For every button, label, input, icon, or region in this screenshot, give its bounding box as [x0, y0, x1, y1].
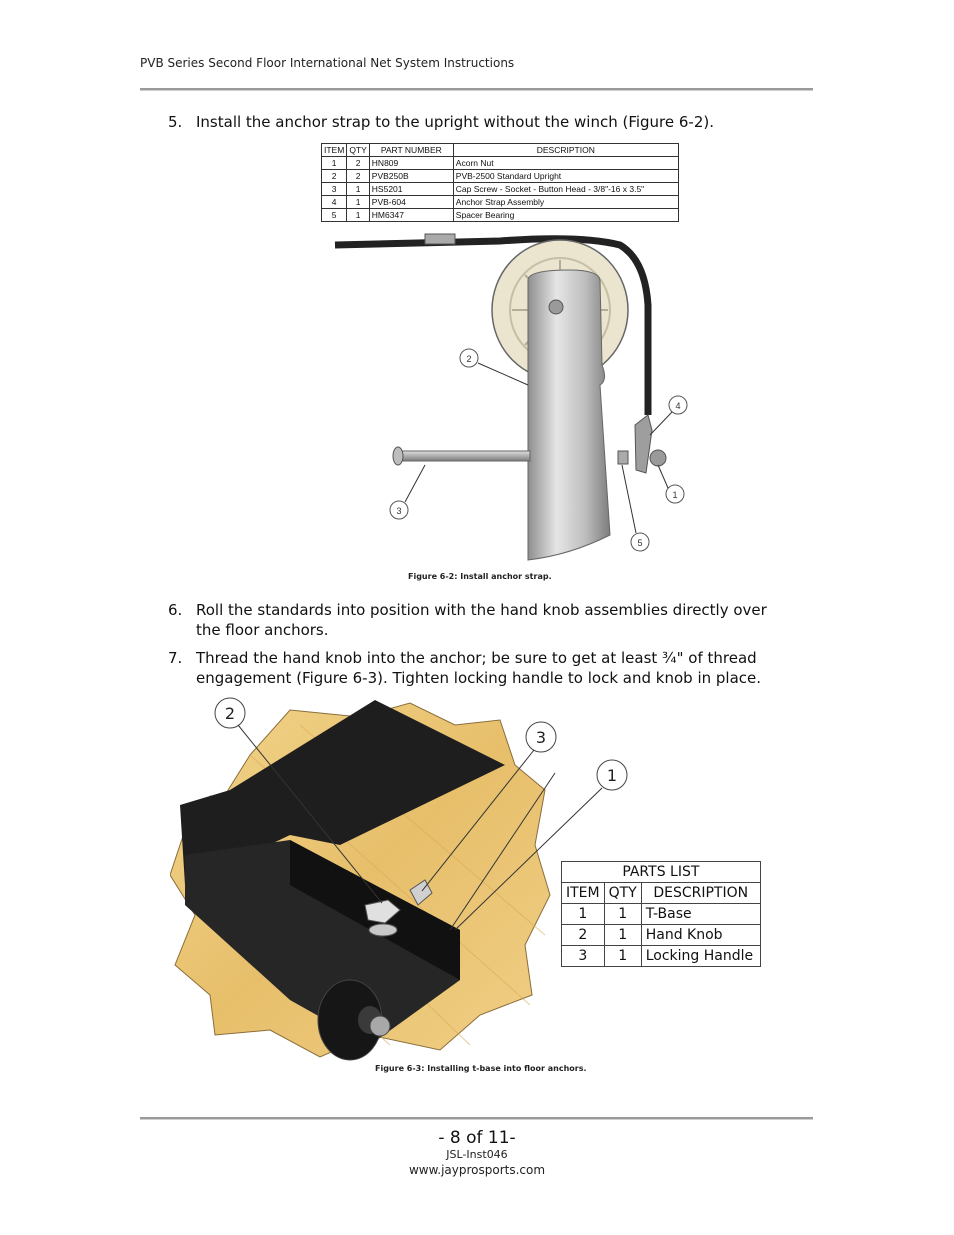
- callout-1: 1: [606, 766, 618, 785]
- cell-part-number: PVB250B: [369, 170, 453, 183]
- cell-item: 3: [562, 946, 605, 967]
- page-number: - 8 of 11-: [438, 1128, 516, 1148]
- table-title-row: [562, 862, 761, 883]
- table-row: [562, 946, 761, 967]
- step-number: 6.: [168, 601, 183, 619]
- table-row: [322, 183, 679, 196]
- cell-part-number: HM6347: [369, 209, 453, 222]
- callout-5: 5: [637, 538, 643, 548]
- upright-shape: [528, 270, 610, 560]
- strap-buckle-shape: [425, 234, 455, 244]
- table-header-row: [322, 144, 679, 157]
- cell-qty: 1: [347, 183, 369, 196]
- step-text: Thread the hand knob into the anchor; be sure to get at least ¾" of thread engagement (Figure 6-3). Tighten locking handle to lock and knob in place.: [196, 649, 762, 687]
- cell-item: 4: [322, 196, 347, 209]
- strap-hook-shape: [635, 415, 652, 473]
- column-header-item: ITEM: [562, 883, 605, 904]
- step-text: Install the anchor strap to the upright without the winch (Figure 6-2).: [196, 113, 715, 131]
- cell-description: T-Base: [641, 904, 760, 925]
- figure-6-3-caption: Figure 6-3: Installing t-base into floor anchors.: [375, 1064, 587, 1073]
- parts-table-figure-6-2: [321, 143, 679, 222]
- cell-item: 5: [322, 209, 347, 222]
- callout-2: 2: [224, 704, 236, 723]
- column-header-qty: QTY: [604, 883, 641, 904]
- table-row: [562, 925, 761, 946]
- cell-description: Anchor Strap Assembly: [453, 196, 678, 209]
- column-header-description: DESCRIPTION: [641, 883, 760, 904]
- cell-item: 1: [562, 904, 605, 925]
- cell-description: Locking Handle: [641, 946, 760, 967]
- cell-part-number: PVB-604: [369, 196, 453, 209]
- cell-item: 3: [322, 183, 347, 196]
- cell-qty: 1: [347, 196, 369, 209]
- cell-part-number: HS5201: [369, 183, 453, 196]
- spacer-bearing-shape: [618, 451, 628, 464]
- hex-bolt-shape: [549, 300, 563, 314]
- hand-knob-base-shape: [369, 924, 397, 936]
- table-row: [562, 904, 761, 925]
- table-row: [322, 170, 679, 183]
- table-row: [322, 157, 679, 170]
- callout-1: 1: [672, 490, 678, 500]
- callout-2: 2: [466, 354, 472, 364]
- step-number: 5.: [168, 113, 183, 131]
- cell-description: Acorn Nut: [453, 157, 678, 170]
- column-header-part-number: PART NUMBER: [369, 144, 453, 157]
- cell-description: Cap Screw - Socket - Button Head - 3/8"-16 x 3.5": [453, 183, 678, 196]
- document-header: PVB Series Second Floor International Net System Instructions: [140, 56, 515, 70]
- column-header-description: DESCRIPTION: [453, 144, 678, 157]
- column-header-qty: QTY: [347, 144, 369, 157]
- cell-description: PVB-2500 Standard Upright: [453, 170, 678, 183]
- anchor-strap-illustration: [330, 225, 700, 565]
- step-number: 7.: [168, 649, 183, 667]
- step-text: Roll the standards into position with the hand knob assemblies directly over the floor anchors.: [196, 601, 767, 639]
- cell-qty: 1: [604, 904, 641, 925]
- cell-qty: 2: [347, 170, 369, 183]
- cell-part-number: HN809: [369, 157, 453, 170]
- acorn-nut-shape: [650, 450, 666, 466]
- document-id: JSL-Inst046: [446, 1148, 508, 1161]
- cell-qty: 2: [347, 157, 369, 170]
- cap-screw-shape: [400, 451, 530, 461]
- cell-item: 2: [322, 170, 347, 183]
- cell-qty: 1: [604, 946, 641, 967]
- website-link[interactable]: www.jayprosports.com: [408, 1163, 546, 1177]
- cell-item: 2: [562, 925, 605, 946]
- figure-6-2-caption: Figure 6-2: Install anchor strap.: [408, 572, 552, 581]
- callout-3: 3: [535, 728, 547, 747]
- table-row: [322, 196, 679, 209]
- cell-description: Hand Knob: [641, 925, 760, 946]
- table-row: [322, 209, 679, 222]
- cell-qty: 1: [604, 925, 641, 946]
- footer-rule: [140, 1117, 813, 1120]
- column-header-item: ITEM: [322, 144, 347, 157]
- callout-4: 4: [675, 401, 681, 411]
- header-rule: [140, 88, 813, 91]
- callout-3: 3: [396, 506, 402, 516]
- parts-list-figure-6-3: [561, 861, 761, 967]
- parts-list-title: PARTS LIST: [562, 862, 761, 883]
- cell-qty: 1: [347, 209, 369, 222]
- cell-description: Spacer Bearing: [453, 209, 678, 222]
- axle-bolt-shape: [370, 1016, 390, 1036]
- table-header-row: [562, 883, 761, 904]
- cell-item: 1: [322, 157, 347, 170]
